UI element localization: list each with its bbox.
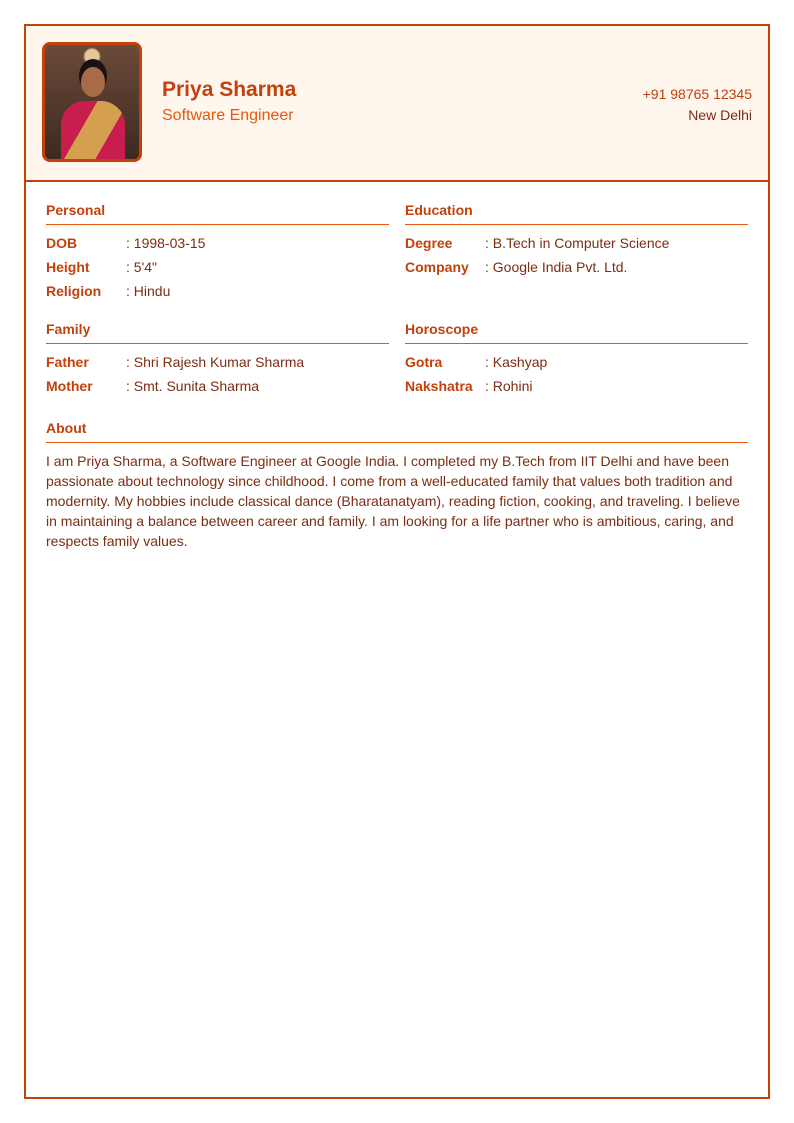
info-row (405, 259, 748, 283)
info-value: : Shri Rajesh Kumar Sharma (126, 354, 305, 370)
info-label: DOB (46, 235, 78, 251)
profile-title: Software Engineer (162, 107, 294, 124)
biodata-page (24, 24, 770, 1099)
section-education (405, 202, 748, 307)
section-heading: About (46, 420, 748, 443)
info-row (405, 354, 748, 378)
about-text: I am Priya Sharma, a Software Engineer at Google India. I completed my B.Tech from IIT Delhi and have been passionate about technology since childhood. I come from a well-educated family that values both tradition and modernity. My hobbies include classical dance (Bharatanatyam), reading fiction, cooking, and traveling. I believe in maintaining a balance between career and family. I am looking for a life partner who is ambitious, caring, and respects family values. (46, 453, 740, 549)
info-label: Father (46, 354, 89, 370)
info-label: Company (405, 259, 469, 275)
info-row (46, 378, 389, 402)
section-family (46, 321, 389, 402)
info-row (46, 283, 389, 307)
info-value: : 1998-03-15 (126, 235, 206, 251)
section-horoscope (405, 321, 748, 402)
info-label: Gotra (405, 354, 443, 370)
info-value: : 5'4" (126, 259, 157, 275)
info-label: Mother (46, 378, 93, 394)
profile-header (26, 26, 768, 182)
section-personal (46, 202, 389, 307)
city: New Delhi (688, 107, 752, 123)
section-heading: Personal (46, 202, 389, 225)
info-row (405, 378, 748, 402)
info-value: : Rohini (485, 378, 533, 394)
info-label: Height (46, 259, 90, 275)
info-row (46, 354, 389, 378)
info-row (46, 235, 389, 259)
info-value: : B.Tech in Computer Science (485, 235, 670, 251)
info-value: : Kashyap (485, 354, 548, 370)
section-heading: Family (46, 321, 389, 344)
info-label: Nakshatra (405, 378, 473, 394)
section-heading: Horoscope (405, 321, 748, 344)
info-row (405, 235, 748, 259)
info-label: Degree (405, 235, 453, 251)
info-label: Religion (46, 283, 102, 299)
info-value: : Hindu (126, 283, 171, 299)
profile-photo (42, 42, 142, 162)
section-about (46, 420, 748, 551)
info-row (46, 259, 389, 283)
info-value: : Google India Pvt. Ltd. (485, 259, 628, 275)
phone-number: +91 98765 12345 (642, 86, 752, 102)
section-heading: Education (405, 202, 748, 225)
contact-info (643, 84, 752, 126)
info-value: : Smt. Sunita Sharma (126, 378, 260, 394)
profile-name: Priya Sharma (162, 78, 297, 101)
